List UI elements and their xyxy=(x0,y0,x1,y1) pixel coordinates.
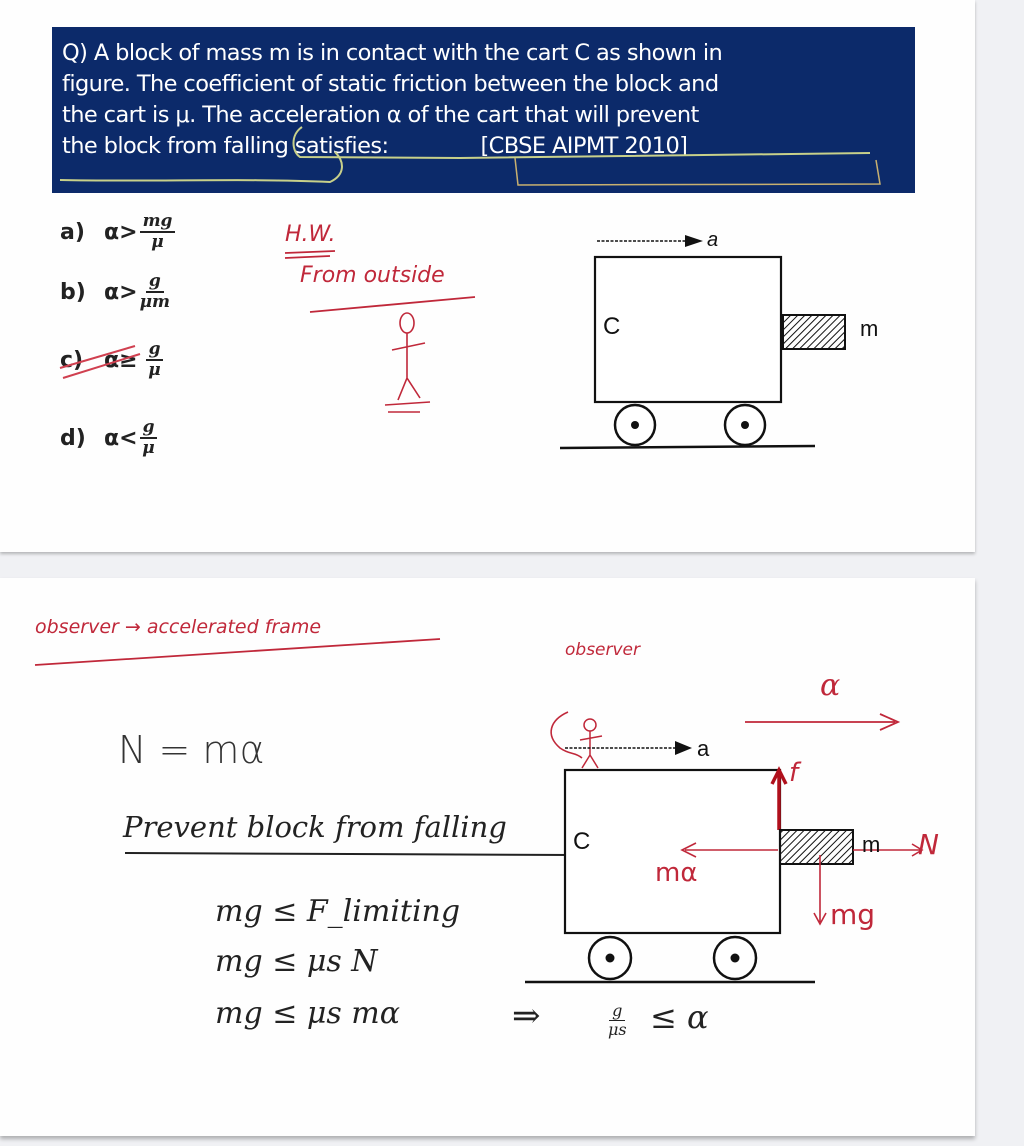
option-d-lhs: α< xyxy=(104,425,138,451)
heading-underline xyxy=(35,633,455,673)
step-3: mg ≤ μs mα xyxy=(215,996,400,1031)
option-b-label: b) xyxy=(60,279,86,305)
option-b-numerator: g xyxy=(146,272,164,293)
option-d-numerator: g xyxy=(140,418,158,439)
option-a[interactable] xyxy=(60,212,175,252)
option-d-denominator: μ xyxy=(142,438,155,458)
option-c-denominator: μ xyxy=(148,360,161,380)
option-c-check-mark xyxy=(55,340,175,380)
result-numerator: g xyxy=(609,1002,625,1021)
result-relation: ≤ α xyxy=(650,998,709,1036)
friction-label: f xyxy=(789,758,799,788)
block-label-2: m xyxy=(862,832,881,857)
option-a-lhs: α> xyxy=(104,219,138,245)
from-outside-note: From outside xyxy=(300,263,445,288)
cart-label-2: C xyxy=(573,828,591,855)
step-2: mg ≤ μs N xyxy=(215,944,378,979)
option-d-label: d) xyxy=(60,425,86,451)
option-a-label: a) xyxy=(60,219,85,245)
hw-note: H.W. xyxy=(285,222,336,247)
question-line-4: the block from falling satisfies: xyxy=(62,133,389,159)
option-c-lhs: α≥ xyxy=(104,347,138,373)
cart-label: C xyxy=(603,313,621,340)
stick-figure-icon xyxy=(280,240,500,440)
option-a-denominator: μ xyxy=(151,232,164,252)
step-1: mg ≤ F_limiting xyxy=(215,894,461,929)
solution-slide xyxy=(0,578,975,1136)
question-line-1: Q) A block of mass m is in contact with the cart C as shown in xyxy=(62,40,723,66)
pseudo-force-label: mα xyxy=(655,858,698,888)
question-line-3: the cart is μ. The acceleration α of the cart that will prevent xyxy=(62,102,699,128)
block-label: m xyxy=(860,316,879,341)
frame-heading: observer → accelerated frame xyxy=(35,616,322,638)
prevent-title: Prevent block from falling xyxy=(123,810,507,844)
weight-label: mg xyxy=(830,898,876,931)
prevent-underline xyxy=(125,850,585,870)
question-highlight-marks xyxy=(0,0,975,200)
normal-force-equation: N = mα xyxy=(118,728,265,772)
observer-label: observer xyxy=(565,640,641,660)
cart-free-body-figure xyxy=(520,640,960,1000)
option-b[interactable] xyxy=(60,272,170,312)
normal-force-label: N xyxy=(918,828,939,861)
option-a-numerator: mg xyxy=(140,212,176,233)
option-b-denominator: μm xyxy=(139,292,170,312)
option-c-label: c) xyxy=(60,347,84,373)
option-b-lhs: α> xyxy=(104,279,138,305)
question-line-2: figure. The coefficient of static friction between the block and xyxy=(62,71,719,97)
option-c-numerator: g xyxy=(146,340,164,361)
result-fraction xyxy=(608,1002,627,1039)
implies-arrow: ⇒ xyxy=(512,996,541,1036)
question-source: [CBSE AIPMT 2010] xyxy=(480,133,688,159)
accel-label: a xyxy=(707,229,719,251)
question-slide xyxy=(0,0,975,552)
option-d[interactable] xyxy=(60,418,157,458)
result-denominator: μs xyxy=(608,1020,627,1039)
alpha-label: α xyxy=(820,668,841,703)
accel-label-2: a xyxy=(697,736,710,761)
